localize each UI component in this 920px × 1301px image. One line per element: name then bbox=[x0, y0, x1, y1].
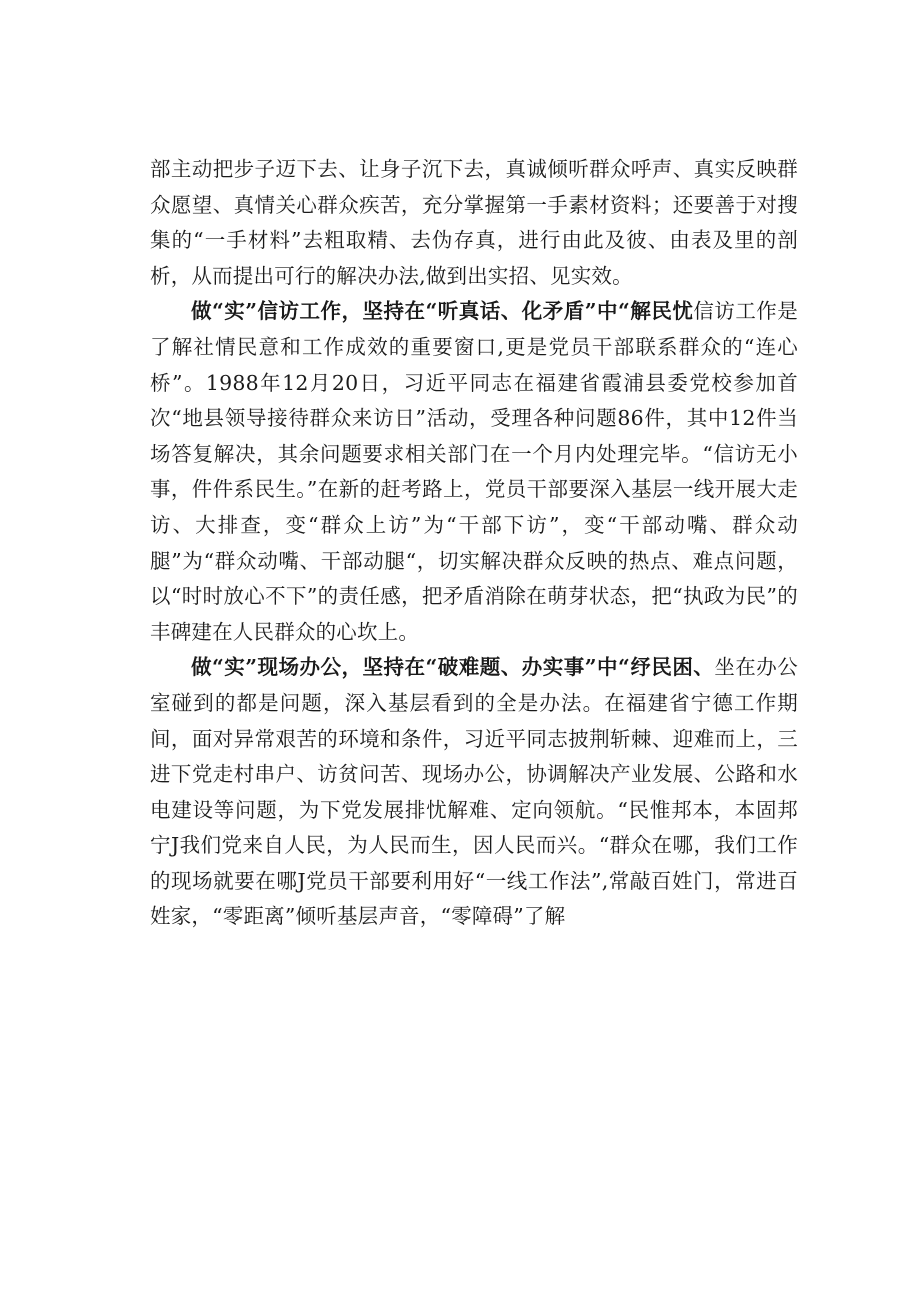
paragraph-text: 部主动把步子迈下去、让身子沉下去，真诚倾听群众呼声、真实反映群众愿望、真情关心群众疾苦，充分掌握第一手素材资料；还要善于对搜集的“一手材料”去粗取精、去伪存真，进行由此及彼、由表及里的剖析，从而提出可行的解决办法,做到出实招、见实效。 bbox=[150, 157, 798, 288]
document-body bbox=[150, 152, 798, 935]
paragraph-heading: 做“实”信访工作，坚持在“听真话、化矛盾”中“解民忧 bbox=[191, 299, 694, 324]
paragraph-onsite-office bbox=[150, 650, 798, 935]
paragraph-text: 信访工作是了解社情民意和工作成效的重要窗口,更是党员干部联系群众的“连心桥”。1988年12月20日，习近平同志在福建省霞浦县委党校参加首次“地县领导接待群众来访日”活动，受理各种问题86件，其中12件当场答复解决，其余问题要求相关部门在一个月内处理完毕。“信访无小事，件件系民生。”在新的赶考路上，党员干部要深入基层一线开展大走访、大排查，变“群众上访”为“干部下访”，变“干部动嘴、群众动腿”为“群众动嘴、干部动腿“，切实解决群众反映的热点、难点问题，以“时时放心不下”的责任感，把矛盾消除在萌芽状态，把“执政为民”的丰碑建在人民群众的心坎上。 bbox=[150, 299, 799, 644]
paragraph-petition-work bbox=[150, 294, 798, 650]
paragraph-heading: 做“实”现场办公，坚持在“破难题、办实事”中“纾民困、 bbox=[191, 655, 715, 680]
paragraph-text: 坐在办公室碰到的都是问题，深入基层看到的全是办法。在福建省宁德工作期间，面对异常艰苦的环境和条件，习近平同志披荆斩棘、迎难而上，三进下党走村串户、访贫问苦、现场办公，协调解决产业发展、公路和水电建设等问题，为下党发展排忧解难、定向领航。“民惟邦本，本固邦宁J我们党来自人民，为人民而生，因人民而兴。“群众在哪，我们工作的现场就要在哪J党员干部要利用好“一线工作法”,常敲百姓门，常进百姓家，“零距离”倾听基层声音，“零障碍”了解 bbox=[150, 655, 798, 929]
paragraph-continued bbox=[150, 152, 798, 294]
